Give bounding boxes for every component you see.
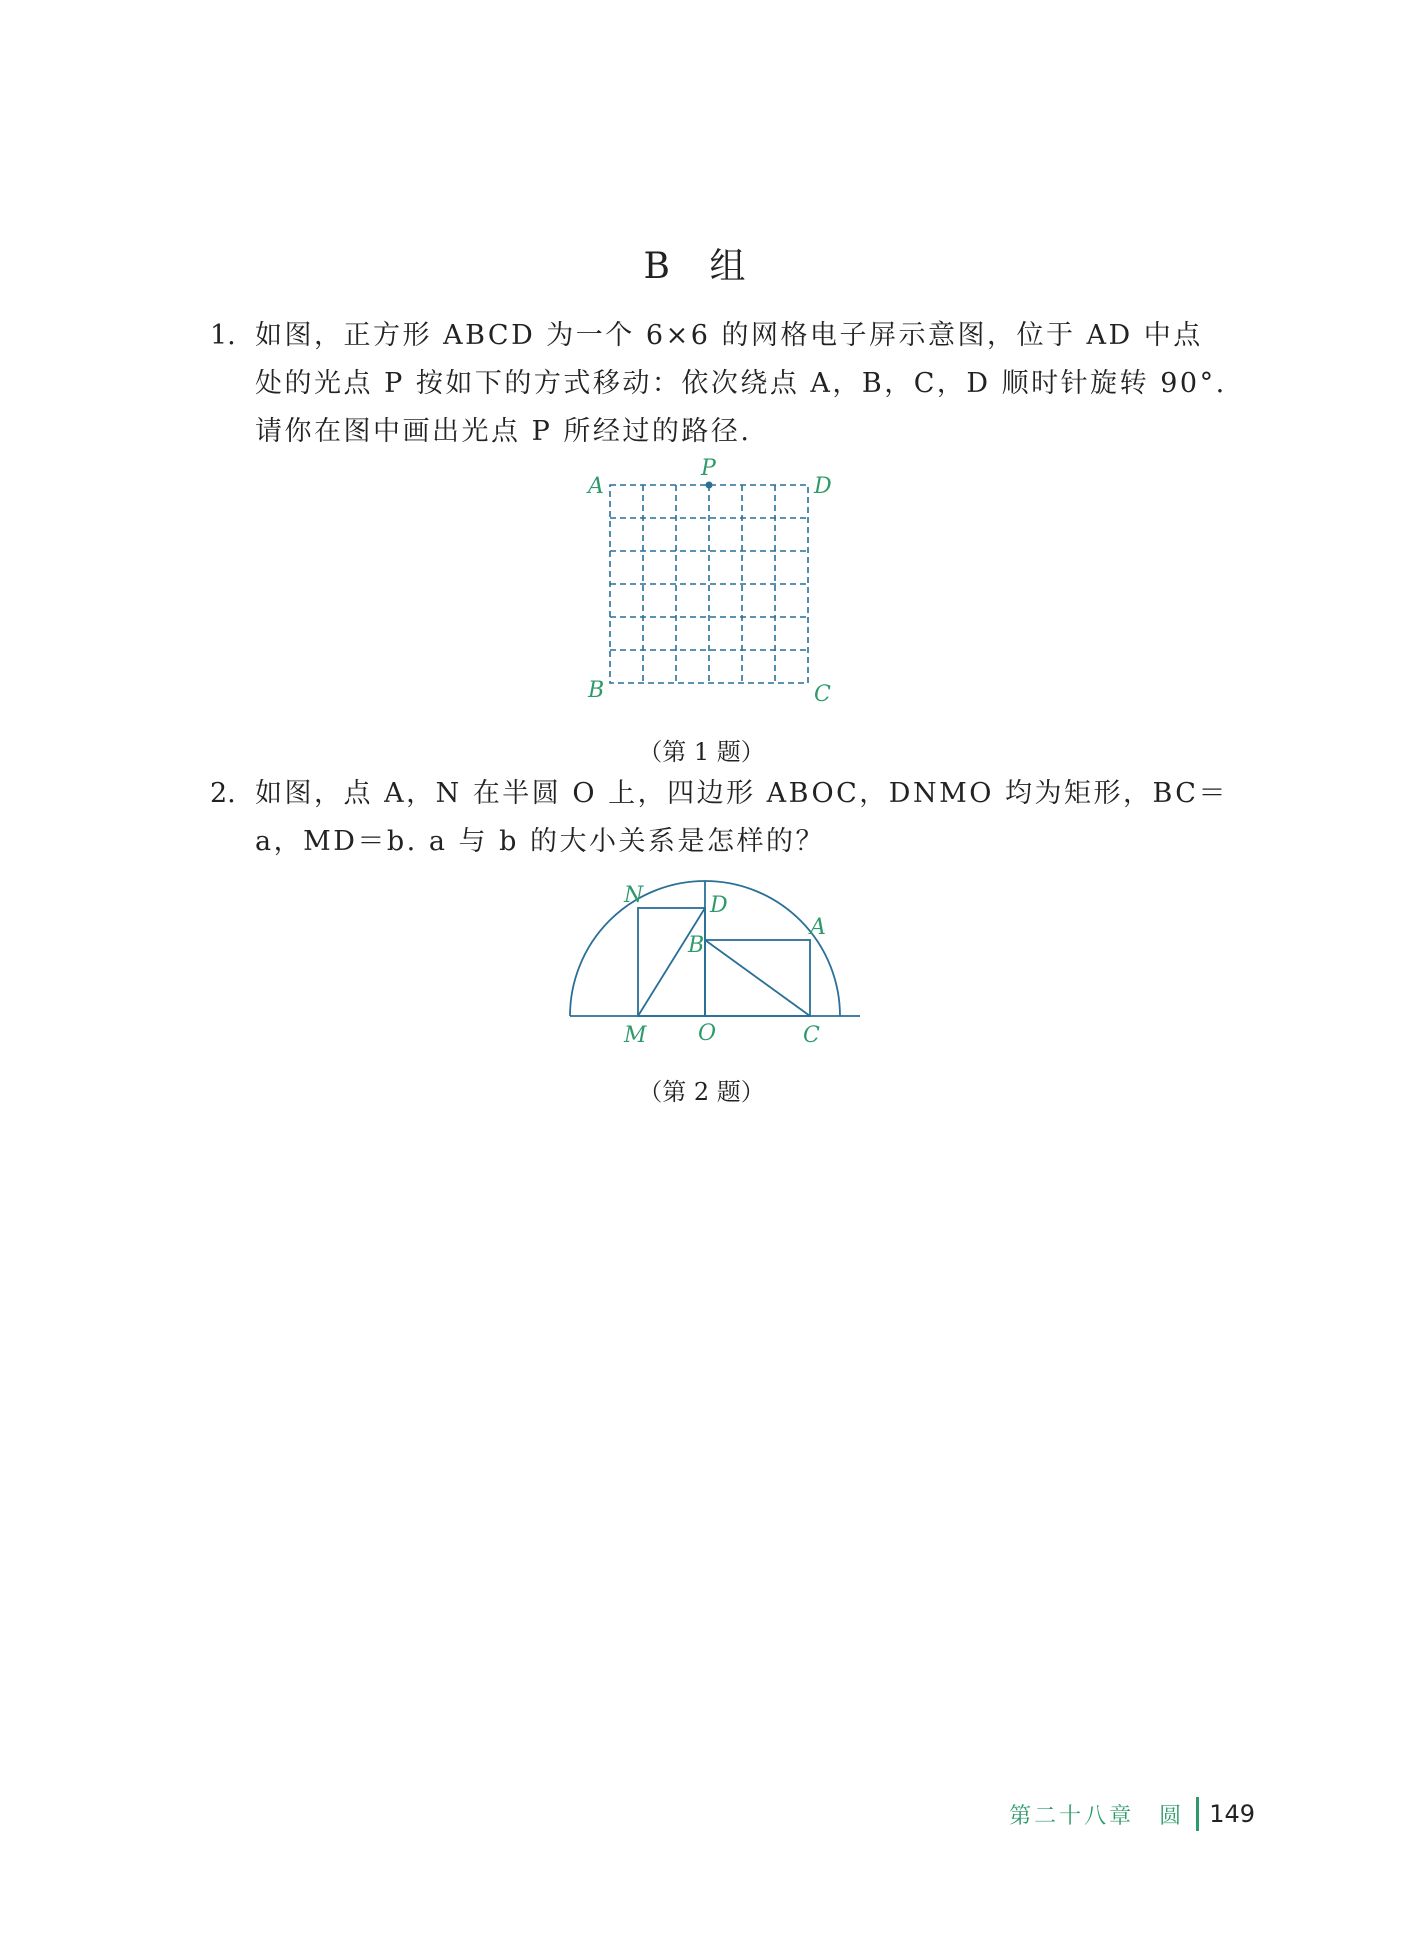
label-a: A [588,474,604,499]
semicircle-figure [560,868,860,1048]
footer-divider [1196,1797,1199,1831]
problem-2 [210,770,1228,866]
figure-1-caption: （第 1 题） [638,738,765,766]
problem-1 [210,312,1227,456]
label-d2: D [710,893,728,918]
segment-bc [705,940,810,1016]
label-m: M [624,1023,647,1048]
label-a2: A [810,915,826,940]
chapter-title: 第二十八章 圆 [1009,1803,1185,1829]
label-b: B [588,678,605,703]
section-title: B 组 [643,246,760,287]
problem-1-line-1: 如图，正方形 ABCD 为一个 6×6 的网格电子屏示意图，位于 AD 中点 [255,320,1203,351]
label-n: N [624,883,644,908]
problem-1-number: 1. [210,320,236,351]
problem-2-text [255,770,1228,866]
label-d: D [814,474,832,499]
label-b2: B [688,933,705,958]
label-p: P [701,456,716,481]
label-c2: C [803,1023,820,1048]
segment-md [638,908,705,1016]
problem-2-number: 2. [210,778,236,809]
problem-1-line-3: 请你在图中画出光点 P 所经过的路径. [255,416,752,447]
problem-2-line-2: a，MD＝b. a 与 b 的大小关系是怎样的？ [255,826,825,857]
problem-1-line-2: 处的光点 P 按如下的方式移动：依次绕点 A，B，C，D 顺时针旋转 90°. [255,368,1227,399]
problem-2-line-1: 如图，点 A，N 在半圆 O 上，四边形 ABOC，DNMO 均为矩形，BC＝ [255,778,1228,809]
figure-2-caption: （第 2 题） [638,1078,765,1106]
grid-square [610,485,808,683]
label-c: C [814,682,831,705]
label-o: O [698,1021,717,1046]
problem-1-text [255,312,1227,456]
point-p-dot [706,482,713,489]
grid-figure [570,455,850,705]
page-footer [1009,1796,1255,1832]
page-number: 149 [1209,1800,1255,1828]
